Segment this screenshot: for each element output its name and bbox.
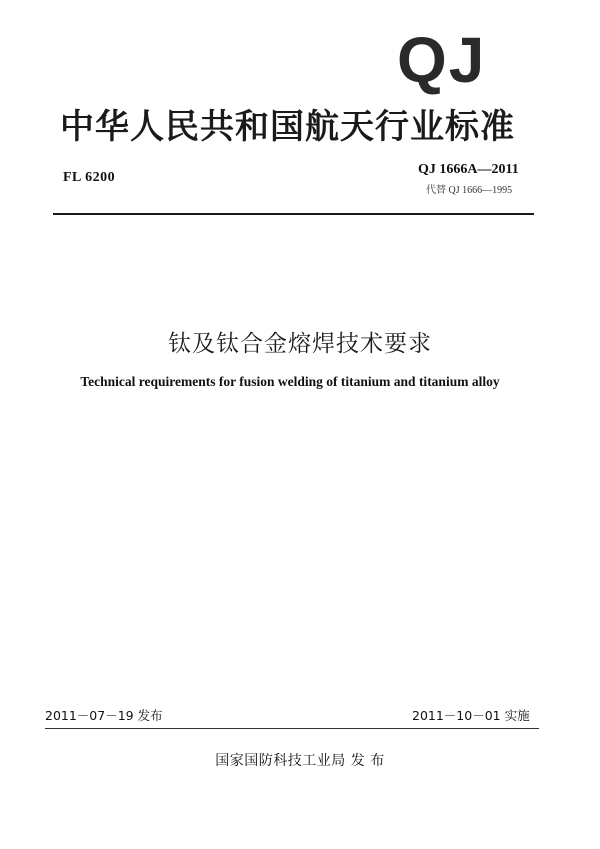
standard-series-title: 中华人民共和国航天行业标准 <box>60 107 515 147</box>
footer-divider <box>45 728 539 729</box>
classification-code: FL 6200 <box>63 170 116 185</box>
publisher: 国家国防科技工业局 发 布 <box>215 753 385 769</box>
replaces-standard: 代替 QJ 1666—1995 <box>426 185 513 196</box>
standard-number: QJ 1666A—2011 <box>418 162 519 177</box>
implementation-date: 2011－10－01 实施 <box>412 708 530 723</box>
header-divider <box>53 213 534 215</box>
document-title-english: Technical requirements for fusion welding of titanium and titanium alloy <box>80 374 500 389</box>
issue-date: 2011－07－19 发布 <box>45 708 163 723</box>
document-title-chinese: 钛及钛合金熔焊技术要求 <box>168 331 432 357</box>
qj-logo: QJ <box>397 24 487 96</box>
